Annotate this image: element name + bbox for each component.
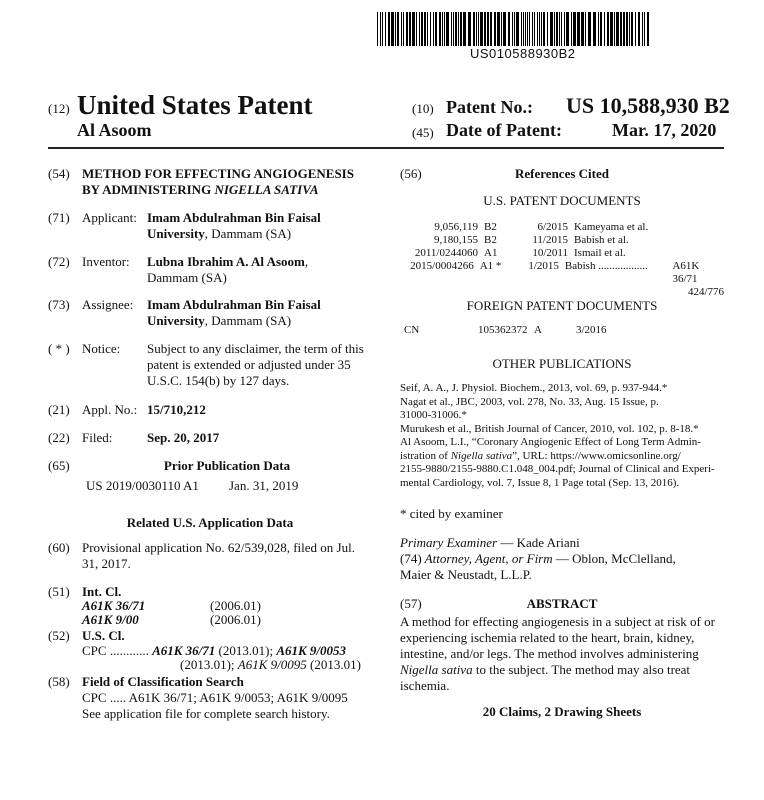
field-search-line-2: See application file for complete search history.	[82, 706, 330, 721]
header-rule	[48, 147, 724, 149]
pub-line: Nagat et al., JBC, 2003, vol. 278, No. 33, Aug. 15 Issue, p.	[400, 395, 659, 408]
pub-line: Murukesh et al., British Journal of Cancer, 2010, vol. 102, p. 8-18.*	[400, 422, 699, 435]
abstract-line: ischemia.	[400, 678, 450, 693]
barcode-bar	[476, 12, 477, 46]
barcode-bar	[614, 12, 615, 46]
filed-value: Sep. 20, 2017	[147, 430, 220, 445]
barcode-bar	[566, 12, 569, 46]
barcode-bar	[607, 12, 609, 46]
barcode-bar	[451, 12, 452, 46]
attorney-line-1: (74) Attorney, Agent, or Firm — Oblon, McClelland,	[400, 551, 676, 566]
barcode-bar	[458, 12, 459, 46]
barcode-bar	[604, 12, 605, 46]
notice-label: Notice:	[82, 341, 121, 356]
pub-line: istration of Nigella sativa”, URL: https://www.omicsonline.org/	[400, 449, 681, 462]
other-pubs-heading: OTHER PUBLICATIONS	[492, 356, 632, 371]
barcode-bar	[391, 12, 394, 46]
barcode-bar	[490, 12, 492, 46]
abstract-line: Nigella sativa to the subject. The method may also treat	[400, 662, 691, 677]
barcode-bar	[626, 12, 628, 46]
barcode-bar	[616, 12, 619, 46]
notice-line-1: Subject to any disclaimer, the term of this	[147, 341, 364, 356]
barcode-number: US010588930B2	[470, 46, 576, 61]
barcode-bar	[382, 12, 383, 46]
prior-pub-heading: Prior Publication Data	[163, 458, 291, 473]
notice-line-2: patent is extended or adjusted under 35	[147, 357, 351, 372]
barcode-bar	[585, 12, 586, 46]
inventor-label: Inventor:	[82, 254, 130, 269]
barcode-bar	[623, 12, 625, 46]
pub-line: 2155-9880/2155-9880.C1.048_004.pdf; Journal of Clinical and Experi-	[400, 463, 715, 475]
barcode-bar	[487, 12, 489, 46]
int-cl-1: A61K 36/71	[82, 598, 146, 613]
barcode-bar	[406, 12, 408, 46]
barcode-bar	[647, 12, 649, 46]
prior-pub-number: US 2019/0030110 A1	[86, 478, 199, 493]
table-row: 2015/0004266 A1 * 1/2015 Babish .................. A61K 36/71	[410, 260, 700, 285]
barcode-bar	[419, 12, 420, 46]
barcode-bar	[439, 12, 441, 46]
us-cl-line-2: (2013.01); A61K 9/0095 (2013.01)	[180, 657, 361, 672]
other-pubs	[400, 382, 724, 490]
code-72: (72)	[48, 254, 70, 269]
barcode-bar	[473, 12, 475, 46]
barcode-bar	[629, 12, 630, 46]
header-code-10: (10)	[412, 101, 434, 116]
barcode-bar	[480, 12, 483, 46]
pub-line: mental Cardiology, vol. 7, Issue 8, 1 Page total (Sep. 13, 2016).	[400, 476, 680, 489]
barcode-bar	[600, 12, 602, 46]
code-60: (60)	[48, 540, 70, 555]
filed-label: Filed:	[82, 430, 113, 445]
barcode-bar	[554, 12, 555, 46]
barcode-bar	[444, 12, 445, 46]
related-heading: Related U.S. Application Data	[126, 515, 294, 530]
code-51: (51)	[48, 584, 70, 599]
code-52: (52)	[48, 628, 70, 643]
barcode-bar	[401, 12, 402, 46]
barcode-bar	[561, 12, 562, 46]
barcode-bar	[494, 12, 496, 46]
inventor-name: Lubna Ibrahim A. Al Asoom,	[147, 254, 309, 269]
us-cl-line-1: CPC ............ A61K 36/71 (2013.01); A61K 9/0053	[82, 643, 347, 658]
prior-pub-date: Jan. 31, 2019	[229, 478, 299, 493]
int-cl-label: Int. Cl.	[82, 584, 122, 599]
barcode-bar	[478, 12, 479, 46]
header-code-45: (45)	[412, 125, 434, 140]
abstract-body	[400, 614, 728, 694]
barcode-bar	[435, 12, 437, 46]
code-notice: ( * )	[48, 341, 70, 356]
table-row: 9,180,155 B2 11/2015 Babish et al.	[434, 234, 629, 246]
provisional-line-2: 31, 2017.	[82, 556, 131, 571]
barcode-bar	[620, 12, 622, 46]
pub-line: Al Asoom, L.I., “Coronary Angiogenic Effect of Long Term Admin-	[400, 436, 701, 448]
notice-line-3: U.S.C. 154(b) by 127 days.	[147, 373, 290, 388]
barcode-bar	[543, 12, 545, 46]
title-line-1: METHOD FOR EFFECTING ANGIOGENESIS	[82, 166, 354, 181]
code-71: (71)	[48, 210, 70, 225]
table-row: 2011/0244060 A1 10/2011 Ismail et al.	[414, 247, 626, 259]
int-cl-2-ver: (2006.01)	[210, 612, 261, 627]
us-docs-table	[404, 221, 724, 299]
barcode-bar	[433, 12, 434, 46]
barcode-bar	[468, 12, 471, 46]
barcode-bar	[521, 12, 522, 46]
applicant-name-1: Imam Abdulrahman Bin Faisal	[147, 210, 321, 225]
references-heading: References Cited	[515, 166, 609, 181]
barcode-bar	[547, 12, 548, 46]
primary-examiner: Primary Examiner — Kade Ariani	[400, 535, 580, 550]
barcode-bar	[442, 12, 443, 46]
claims-summary: 20 Claims, 2 Drawing Sheets	[482, 704, 642, 719]
barcode-bar	[446, 12, 449, 46]
code-58: (58)	[48, 674, 70, 689]
abstract-heading: ABSTRACT	[526, 596, 598, 611]
barcode-bar	[424, 12, 426, 46]
foreign-doc-row: CN 105362372 A 3/2016	[404, 324, 607, 336]
code-65: (65)	[48, 458, 70, 473]
barcode	[377, 12, 651, 46]
provisional-line-1: Provisional application No. 62/539,028, filed on Jul.	[82, 540, 355, 555]
barcode-bar	[559, 12, 560, 46]
barcode-bar	[385, 12, 386, 46]
barcode-bar	[453, 12, 454, 46]
abstract-line: experiencing ischemia related to the heart, brain, kidney,	[400, 630, 695, 645]
int-cl-1-ver: (2006.01)	[210, 598, 261, 613]
code-54: (54)	[48, 166, 70, 181]
barcode-bar	[541, 12, 542, 46]
barcode-bar	[427, 12, 428, 46]
us-docs-heading: U.S. PATENT DOCUMENTS	[483, 193, 641, 208]
patent-date: Mar. 17, 2020	[612, 120, 717, 140]
barcode-bar	[403, 12, 404, 46]
int-cl-2: A61K 9/00	[82, 612, 139, 627]
header-code-12: (12)	[48, 101, 70, 116]
barcode-bar	[455, 12, 457, 46]
foreign-docs-heading: FOREIGN PATENT DOCUMENTS	[466, 298, 658, 313]
abstract-line: intestine, and/or legs. The method involves administering	[400, 646, 699, 661]
barcode-bar	[564, 12, 565, 46]
barcode-bar	[430, 12, 431, 46]
barcode-bar	[588, 12, 591, 46]
barcode-bar	[610, 12, 613, 46]
barcode-bar	[635, 12, 636, 46]
applicant-name-2: University, Dammam (SA)	[147, 226, 292, 241]
barcode-bar	[380, 12, 381, 46]
barcode-bar	[638, 12, 640, 46]
us-cl-label: U.S. Cl.	[82, 628, 125, 643]
barcode-bar	[484, 12, 486, 46]
inventor-short: Al Asoom	[77, 120, 152, 140]
barcode-bar	[573, 12, 576, 46]
title-line-2: BY ADMINISTERING NIGELLA SATIVA	[82, 182, 319, 197]
appl-no-label: Appl. No.:	[82, 402, 138, 417]
barcode-bar	[395, 12, 396, 46]
barcode-bar	[377, 12, 378, 46]
barcode-bar	[514, 12, 515, 46]
barcode-bar	[508, 12, 510, 46]
patent-title: United States Patent	[77, 90, 313, 120]
abstract-line: A method for effecting angiogenesis in a subject at risk of or	[400, 614, 715, 629]
appl-no-value: 15/710,212	[147, 402, 206, 417]
assignee-name-1: Imam Abdulrahman Bin Faisal	[147, 297, 321, 312]
barcode-bar	[527, 12, 528, 46]
patent-number: US 10,588,930 B2	[566, 93, 730, 118]
barcode-bar	[571, 12, 572, 46]
code-22: (22)	[48, 430, 70, 445]
barcode-bar	[539, 12, 540, 46]
barcode-bar	[516, 12, 519, 46]
field-search-line-1: CPC ..... A61K 36/71; A61K 9/0053; A61K 9/0095	[82, 690, 348, 705]
barcode-bar	[556, 12, 558, 46]
barcode-bar	[412, 12, 415, 46]
barcode-bar	[532, 12, 533, 46]
barcode-bar	[537, 12, 538, 46]
barcode-bar	[409, 12, 411, 46]
barcode-bar	[644, 12, 645, 46]
date-label: Date of Patent:	[446, 120, 562, 140]
attorney-line-2: Maier & Neustadt, L.L.P.	[400, 567, 532, 582]
code-56: (56)	[400, 166, 422, 181]
pub-line: 31000-31006.*	[400, 409, 467, 421]
patent-no-label: Patent No.:	[446, 97, 533, 117]
barcode-bar	[497, 12, 500, 46]
barcode-bar	[642, 12, 643, 46]
barcode-bar	[631, 12, 633, 46]
barcode-bar	[598, 12, 599, 46]
code-21: (21)	[48, 402, 70, 417]
barcode-bar	[550, 12, 553, 46]
table-row: 424/776	[687, 286, 724, 298]
barcode-bar	[593, 12, 596, 46]
barcode-bar	[523, 12, 524, 46]
cited-by-examiner: * cited by examiner	[400, 506, 503, 521]
barcode-bar	[581, 12, 584, 46]
barcode-bar	[534, 12, 535, 46]
barcode-bar	[512, 12, 513, 46]
barcode-bar	[460, 12, 462, 46]
barcode-bar	[525, 12, 526, 46]
barcode-bar	[421, 12, 423, 46]
barcode-bar	[463, 12, 466, 46]
barcode-bar	[577, 12, 580, 46]
barcode-bar	[388, 12, 390, 46]
barcode-bar	[397, 12, 399, 46]
field-search-label: Field of Classification Search	[82, 674, 244, 689]
barcode-bar	[503, 12, 506, 46]
code-73: (73)	[48, 297, 70, 312]
barcode-bar	[501, 12, 502, 46]
assignee-name-2: University, Dammam (SA)	[147, 313, 292, 328]
assignee-label: Assignee:	[82, 297, 134, 312]
applicant-label: Applicant:	[82, 210, 137, 225]
code-57: (57)	[400, 596, 422, 611]
inventor-location: Dammam (SA)	[147, 270, 227, 285]
table-row: 9,056,119 B2 6/2015 Kameyama et al.	[434, 221, 649, 233]
barcode-bar	[529, 12, 530, 46]
pub-line: Seif, A. A., J. Physiol. Biochem., 2013, vol. 69, p. 937-944.*	[400, 382, 668, 394]
barcode-bar	[416, 12, 417, 46]
